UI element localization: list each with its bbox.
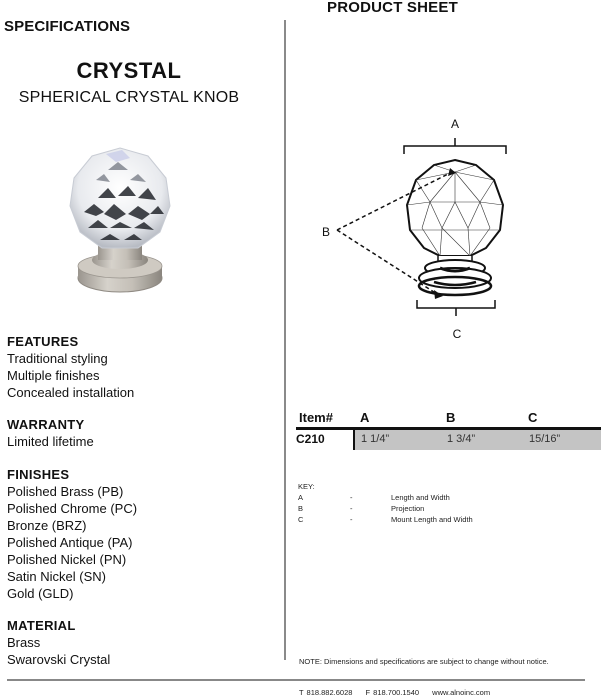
footer-divider (7, 679, 585, 681)
finish-item: Gold (GLD) (7, 586, 74, 601)
specifications-header: SPECIFICATIONS (4, 18, 131, 35)
header-c: C (528, 410, 538, 425)
key-letter: C (298, 515, 304, 524)
product-photo (38, 140, 198, 308)
disclaimer-note: NOTE: Dimensions and specifications are subject to change without notice. (299, 657, 549, 666)
table-row (296, 430, 601, 450)
finish-item: Bronze (BRZ) (7, 518, 87, 533)
key-legend (298, 481, 558, 525)
fax-number: F 818.700.1540 (365, 688, 420, 697)
warranty-title: WARRANTY (7, 417, 85, 432)
key-desc: Length and Width (391, 493, 450, 502)
column-divider (284, 20, 286, 660)
key-letter: A (298, 493, 304, 502)
key-title: KEY: (298, 482, 315, 491)
dimension-drawing (310, 110, 530, 350)
finishes-title: FINISHES (7, 467, 70, 482)
warranty-item: Limited lifetime (7, 434, 94, 449)
product-subtitle: SPHERICAL CRYSTAL KNOB (18, 89, 240, 106)
table-values (353, 430, 601, 450)
finishes-section (7, 466, 137, 602)
knob-line-drawing (310, 110, 530, 350)
feature-item: Multiple finishes (7, 368, 100, 383)
product-name: CRYSTAL (76, 58, 182, 83)
finish-item: Polished Brass (PB) (7, 484, 124, 499)
key-letter: B (298, 504, 304, 513)
key-dash: - (350, 504, 353, 513)
crystal-knob-image (38, 140, 198, 308)
key-row (298, 514, 558, 525)
features-title: FEATURES (7, 334, 79, 349)
website-link[interactable]: www.alnoinc.com (432, 688, 491, 697)
label-b: B (321, 225, 331, 239)
dimensions-table (296, 408, 601, 450)
value-a: 1 1/4” (361, 433, 390, 445)
finish-item: Polished Nickel (PN) (7, 552, 127, 567)
material-item: Swarovski Crystal (7, 652, 111, 667)
label-c: C (452, 327, 462, 341)
value-b: 1 3/4” (447, 433, 476, 445)
finish-item: Satin Nickel (SN) (7, 569, 106, 584)
key-dash: - (350, 493, 353, 502)
label-a: A (450, 117, 460, 131)
material-title: MATERIAL (7, 618, 76, 633)
phone-number: T 818.882.6028 (299, 688, 353, 697)
table-header (296, 408, 601, 430)
key-dash: - (350, 515, 353, 524)
item-number: C210 (296, 432, 325, 446)
product-sheet-header: PRODUCT SHEET (327, 0, 458, 16)
material-section (7, 617, 110, 668)
feature-item: Concealed installation (7, 385, 135, 400)
contact-footer (299, 688, 500, 697)
header-b: B (446, 410, 456, 425)
warranty-section (7, 416, 94, 450)
value-c: 15/16” (529, 433, 561, 445)
features-section (7, 333, 134, 401)
material-item: Brass (7, 635, 41, 650)
key-row (298, 503, 558, 514)
key-desc: Mount Length and Width (391, 515, 473, 524)
feature-item: Traditional styling (7, 351, 108, 366)
finish-item: Polished Chrome (PC) (7, 501, 138, 516)
finish-item: Polished Antique (PA) (7, 535, 133, 550)
key-row (298, 492, 558, 503)
header-item: Item# (299, 410, 333, 425)
key-desc: Projection (391, 504, 425, 513)
header-a: A (360, 410, 370, 425)
